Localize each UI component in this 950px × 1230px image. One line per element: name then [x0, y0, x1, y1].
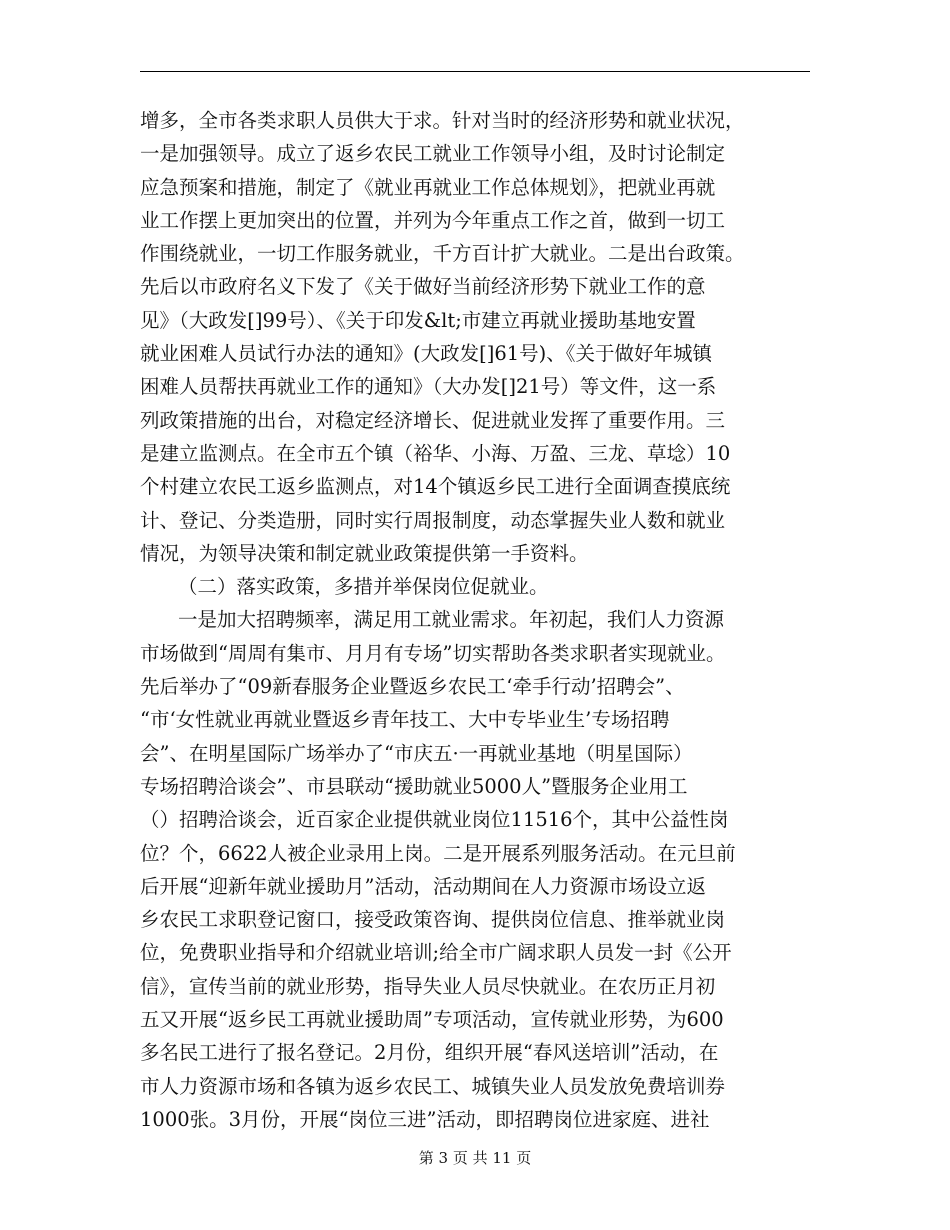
text-line: 作围绕就业，一切工作服务就业，千方百计扩大就业。二是出台政策。: [140, 242, 745, 266]
text-line: 1000张。3月份，开展“岗位三进”活动，即招聘岗位进家庭、进社: [140, 1107, 710, 1131]
text-line: （二）落实政策，多措并举保岗位促就业。: [178, 575, 549, 599]
text-line: 是建立监测点。在全市五个镇（裕华、小海、万盈、三龙、草埝）10: [140, 441, 731, 465]
text-line: 困难人员帮扶再就业工作的通知》（大办发[]21号）等文件，这一系: [140, 375, 717, 399]
text-line: 乡农民工求职登记窗口，接受政策咨询、提供岗位信息、推举就业岗: [140, 908, 726, 932]
text-line: 后开展“迎新年就业援助月”活动，活动期间在人力资源市场设立返: [140, 874, 706, 898]
text-line: 一是加强领导。成立了返乡农民工就业工作领导小组，及时讨论制定: [140, 142, 726, 166]
text-line: 计、登记、分类造册，同时实行周报制度，动态掌握失业人数和就业: [140, 508, 726, 532]
text-line: 专场招聘洽谈会”、市县联动“援助就业5000人”暨服务企业用工: [140, 774, 688, 798]
text-line: 市人力资源市场和各镇为返乡农民工、城镇失业人员发放免费培训券: [140, 1074, 726, 1098]
text-line: 就业困难人员试行办法的通知》(大政发[]61号)、《关于做好年城镇: [140, 342, 712, 366]
text-line: 一是加大招聘频率，满足用工就业需求。年初起，我们人力资源: [178, 608, 725, 632]
text-line: 信》，宣传当前的就业形势，指导失业人员尽快就业。在农历正月初: [140, 974, 716, 998]
text-line: 增多，全市各类求职人员供大于求。针对当时的经济形势和就业状况，: [140, 109, 745, 132]
text-line: 多名民工进行了报名登记。2月份，组织开展“春风送培训”活动，在: [140, 1041, 719, 1065]
text-line: 业工作摆上更加突出的位置，并列为今年重点工作之首，做到一切工: [140, 208, 726, 232]
text-line: “市‘女性就业再就业暨返乡青年技工、大中专毕业生’专场招聘: [140, 708, 670, 732]
text-line: 列政策措施的出台，对稳定经济增长、促进就业发挥了重要作用。三: [140, 408, 726, 432]
text-line: 见》（大政发[]99号）、《关于印发&lt;市建立再就业援助基地安置: [140, 308, 696, 332]
text-line: 先后举办了“09新春服务企业暨返乡农民工‘牵手行动’招聘会”、: [140, 675, 685, 699]
page-footer: 第 3 页 共 11 页: [418, 1149, 532, 1167]
document-body: [140, 104, 812, 1136]
text-line: 先后以市政府名义下发了《关于做好当前经济形势下就业工作的意: [140, 275, 706, 299]
text-line: 位？个，6622人被企业录用上岗。二是开展系列服务活动。在元旦前: [140, 841, 736, 865]
text-line: 五又开展“返乡民工再就业援助周”专项活动，宣传就业形势，为600: [140, 1008, 724, 1032]
text-line: 位，免费职业指导和介绍就业培训;给全市广阔求职人员发一封《公开: [140, 941, 732, 965]
text-line: 市场做到“周周有集市、月月有专场”切实帮助各类求职者实现就业。: [140, 641, 726, 665]
text-line: 应急预案和措施，制定了《就业再就业工作总体规划》，把就业再就: [140, 175, 716, 199]
text-line: （）招聘洽谈会，近百家企业提供就业岗位11516个，其中公益性岗: [140, 808, 729, 832]
text-line: 情况，为领导决策和制定就业政策提供第一手资料。: [140, 541, 589, 565]
text-line: 会”、在明星国际广场举办了“市庆五·一再就业基地（明星国际）: [140, 741, 693, 765]
text-line: 个村建立农民工返乡监测点，对14个镇返乡民工进行全面调查摸底统: [140, 475, 731, 499]
header-rule: [140, 71, 810, 72]
